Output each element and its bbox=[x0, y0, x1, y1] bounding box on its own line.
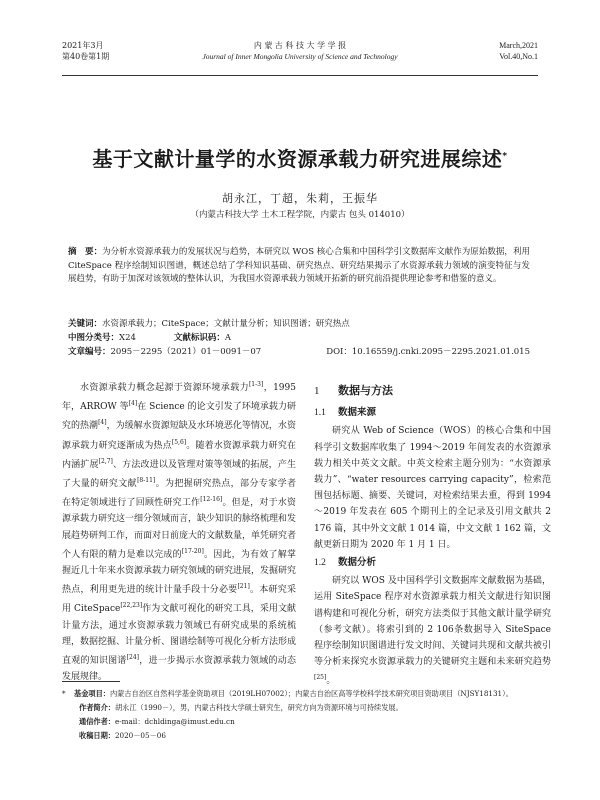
header-volume: Vol.40,No.1 bbox=[499, 52, 538, 61]
doccode-value: A bbox=[224, 333, 232, 343]
abstract-label: 摘 要： bbox=[68, 247, 103, 257]
subsection-heading bbox=[314, 555, 551, 571]
received-label: 收稿日期： bbox=[79, 731, 115, 740]
clc-value: X24 bbox=[119, 333, 136, 343]
funding-note bbox=[62, 687, 548, 701]
citation: [24] bbox=[126, 654, 139, 662]
footnote-mark: * bbox=[62, 689, 66, 698]
doi: DOI：10.16559/j.cnki.2095－2295.2021.01.015 bbox=[326, 347, 530, 357]
text-run: ，进一步揭示水资源承载力领域的动态发展规律。 bbox=[62, 656, 296, 683]
journal-name-en: Journal of Inner Mongolia University of Science and Technology bbox=[202, 52, 398, 61]
section-heading bbox=[314, 383, 551, 399]
intro-paragraph bbox=[62, 377, 296, 685]
text-run: ，为缓解水资源短缺及水环境恶化等情况，水资源承载力研究逐渐成为热点 bbox=[62, 421, 296, 451]
text-run: 研究以 WOS 及中国科学引文数据库文献数据为基础，运用 SiteSpace 程序对水资源承载力相关文献进行知识图谱构建和可视化分析，研究方法类似于其他文献计量学研究（参考文献）。将索引到的 2 106条数据导入 SiteSpace 程序绘制知识图谱进行发文时间、关键词共现和文献共被引等分析来探究水资源承载力的关键研究主题和未来研究趋势 bbox=[314, 576, 551, 668]
header-date-en: March,2021 bbox=[499, 41, 538, 50]
header-right bbox=[499, 40, 538, 62]
corresponding-note bbox=[62, 715, 548, 729]
section-number: 1 bbox=[314, 385, 320, 397]
citation: [5,6] bbox=[171, 438, 187, 446]
text-run: 作为文献可视化的研究工具，采用文献计量方法，通过水资源承载力领域已有研究成果的系统梳理，数据挖掘、计量分析、图谱绘制等可视化分析方法形成直观的知识图谱 bbox=[62, 604, 297, 667]
text-run: 、方法改进以及管理对策等领域的拓展，产生了大量的研究文献 bbox=[62, 459, 296, 490]
running-header bbox=[62, 40, 538, 74]
text-run: 。为把握研究热点，部分专家学者在特定领域进行了回顾性研究工作 bbox=[62, 479, 296, 509]
citation: [22,23] bbox=[120, 602, 143, 610]
subsection-number: 1.1 bbox=[314, 408, 326, 419]
subsection-heading bbox=[314, 405, 551, 421]
citation: [4] bbox=[128, 400, 138, 408]
text-run: 。 bbox=[326, 676, 336, 687]
author-bio-label: 作者简介： bbox=[79, 703, 115, 712]
title-text: 基于文献计量学的水资源承载力研究进展综述 bbox=[92, 147, 503, 171]
title-footnote-mark: * bbox=[502, 151, 508, 162]
received-date: 2020－05－06 bbox=[114, 731, 166, 740]
citation: [4] bbox=[98, 419, 107, 427]
funding-text: 内蒙古自治区自然科学基金资助项目（2019LH07002）；内蒙古自治区高等学校科学技术研究项目资助项目（NJSY18131）。 bbox=[109, 689, 513, 698]
body-column-left bbox=[62, 377, 296, 685]
citation: [21] bbox=[237, 583, 250, 591]
citation: [17-20] bbox=[181, 547, 204, 555]
citation: [25] bbox=[314, 674, 327, 682]
clc-label: 中图分类号： bbox=[68, 333, 120, 343]
affiliation: （内蒙古科技大学 土木工程学院，内蒙古 包头 014010） bbox=[190, 210, 410, 220]
doccode-label: 文献标识码： bbox=[173, 333, 225, 343]
citation: [2,7] bbox=[98, 457, 113, 465]
article-title bbox=[0, 143, 600, 172]
body-column-right bbox=[314, 377, 551, 690]
articleno-value: 2095－2295（2021）01－0091－07 bbox=[110, 347, 262, 357]
citation: [1-3] bbox=[248, 381, 264, 388]
abstract-text: 为分析水资源承载力的发展状况与趋势，本研究以 WOS 核心合集和中国科学引文数据库文献作为原始数据，利用 CiteSpace 程序绘制知识图谱，概述总结了学科知识基础、研究热点、研究结果揭示了水资源承载力领域的演变特征与发展趋势，有助于加深对该领域的整体认识，为我国水资源承载力领域开拓新的研究前沿提供理论参考和借鉴的意义。 bbox=[68, 247, 530, 284]
funding-label: 基金项目： bbox=[74, 689, 110, 698]
data-source-paragraph: 研究从 Web of Science（WOS）的核心合集和中国科学引文数据库收集了 1994～2019 年间发表的水资源承载力相关中英文文献。中英文检索主题分别为：“水资源承载力”、“water resources carrying capacity”，检索范围包括标题、摘要、关键词，对检索结果去重，得到 1994～2019 年发表在 605 个期刊上的全记录及引用文献共 2 176 篇，其中外文文献 1 014 篇，中文文献 1 162 篇，文献更新日期为 2020 年 1 月 1 日。 bbox=[314, 426, 551, 550]
text-run: 水资源承载力概念起源于资源环境承载力 bbox=[80, 383, 249, 393]
section-title: 数据与方法 bbox=[338, 384, 393, 397]
text-run: 。但是，对于水资源承载力研究这一细分领域而言，缺少知识的脉络梳理和发展趋势研判工作，而面对日前庞大的文献数量，单凭研究者个人有限的精力是难以完成的 bbox=[62, 498, 297, 560]
author-bio-text: 胡永江（1990－），男，内蒙古科技大学硕士研究生，研究方向为资源环境与可持续发展。 bbox=[114, 703, 403, 712]
email-text: e-mail：dchldinga@imust.edu.cn bbox=[114, 717, 235, 726]
subsection-title: 数据分析 bbox=[338, 557, 377, 569]
text-run: 在 Science 的论文引发了环境承载力研究的热潮 bbox=[62, 402, 297, 432]
text-run: 。随着水资源承载力研究在内涵扩展 bbox=[62, 440, 296, 470]
analysis-paragraph bbox=[314, 573, 551, 689]
journal-name-cn: 内 蒙 古 科 技 大 学 学 报 bbox=[253, 41, 347, 50]
subsection-title: 数据来源 bbox=[338, 407, 377, 419]
author-list: 胡永江，丁超，朱莉，王振华 bbox=[222, 192, 378, 205]
keywords-row bbox=[68, 318, 350, 331]
text-run: 。本研究采用 CiteSpace bbox=[62, 585, 296, 615]
abstract bbox=[68, 246, 530, 287]
author-bio-note bbox=[62, 701, 548, 715]
classification-row bbox=[68, 332, 231, 345]
articleno-label: 文章编号： bbox=[68, 347, 111, 357]
subsection-number: 1.2 bbox=[314, 558, 326, 569]
keywords-label: 关键词： bbox=[68, 319, 103, 329]
header-issue: 第40卷第1期 bbox=[62, 52, 110, 61]
text-run: 。因此，为有效了解掌握近几十年来水资源承载力研究领域的研究进展，发掘研究热点，利用更先进的统计计量手段十分必要 bbox=[62, 549, 297, 596]
text-run: ，1995 年，ARROW 等 bbox=[62, 383, 296, 413]
footnotes bbox=[62, 687, 548, 743]
email-label: 通信作者： bbox=[79, 717, 115, 726]
keywords-text: 水资源承载力；CiteSpace；文献计量分析；知识图谱；研究热点 bbox=[102, 319, 350, 329]
header-divider bbox=[62, 75, 538, 76]
received-note bbox=[62, 729, 548, 743]
article-number-row bbox=[68, 346, 261, 359]
header-center bbox=[62, 40, 538, 62]
header-date: 2021年3月 bbox=[62, 41, 104, 50]
footnote-divider bbox=[62, 681, 120, 682]
citation: [8-11] bbox=[137, 477, 156, 485]
citation: [12-16] bbox=[200, 496, 223, 504]
